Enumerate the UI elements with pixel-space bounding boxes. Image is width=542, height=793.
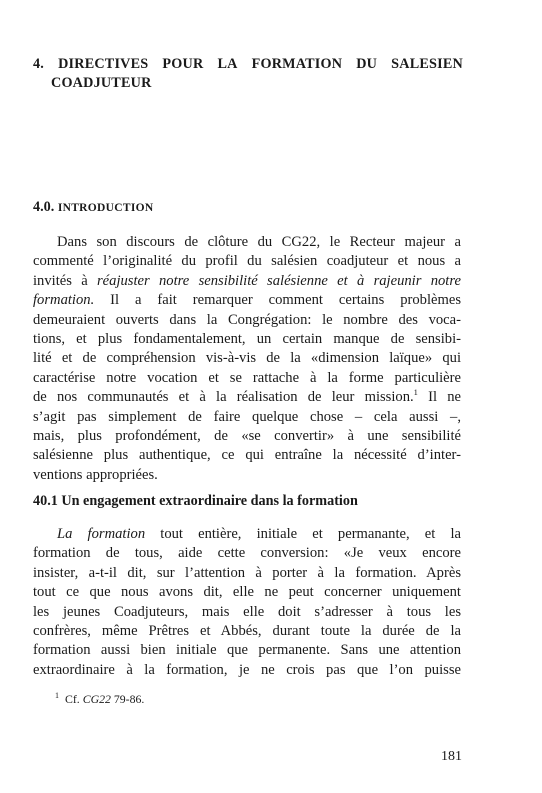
paragraph-line: caractérise notre vocation et se rattache à la forme particulière [33, 369, 461, 386]
footnote-reference[interactable]: 1 [413, 387, 418, 398]
chapter-title-word: SALESIEN [391, 56, 463, 72]
text-run: Il ne [417, 389, 461, 406]
chapter-title-line-1 [33, 55, 463, 74]
paragraph-line [33, 272, 461, 291]
chapter-title [33, 55, 463, 93]
paragraph-line [33, 291, 461, 310]
paragraph-line: tions, et plus fondamentalement, un certain manque de sensibi- [33, 330, 461, 347]
chapter-title-word: LA [217, 56, 238, 72]
chapter-title-word: DU [356, 56, 378, 72]
paragraph-line: les jeunes Coadjuteurs, mais elle doit s’adresser à tous les [33, 603, 461, 620]
italic-text: La formation [57, 526, 146, 542]
footnote [55, 689, 144, 706]
text-run: invités à [33, 272, 97, 289]
paragraph-line: Dans son discours de clôture du CG22, le Recteur majeur a [57, 234, 461, 250]
paragraph-line: tout ce que nous avons dit, elle ne peut concerner uniquement [33, 584, 461, 601]
text-run: de nos communautés et à la réalisation de leur mission. [33, 389, 414, 406]
text-run: Il a fait remarquer comment certains problèmes [94, 292, 461, 309]
paragraph-line: ventions appropriées. [33, 466, 158, 483]
section-heading-40-1: 40.1 Un engagement extraordinaire dans la formation [33, 493, 358, 509]
footnote-prefix: Cf. [65, 691, 83, 706]
paragraph-line [33, 388, 461, 407]
paragraph-line: formation de tous, aide cette conversion: «Je veux encore [33, 545, 461, 562]
page-number: 181 [441, 749, 462, 764]
section-number: 4.0. [33, 199, 55, 215]
italic-text: réajuster notre sensibilité salésienne et à rajeunir notre [97, 272, 461, 289]
paragraph-line: mais, plus profondément, de «se convertir» à une sensibilité [33, 427, 461, 444]
paragraph-line: s’agit pas simplement de faire quelque chose – cela aussi –, [33, 408, 461, 425]
paragraph-line [33, 525, 461, 544]
chapter-title-line-2: COADJUTEUR [51, 75, 152, 91]
footnote-pages: 79-86. [110, 691, 145, 706]
section-title: INTRODUCTION [57, 202, 154, 214]
footnote-marker: 1 [55, 691, 59, 700]
italic-text: formation. [33, 292, 95, 309]
paragraph-line: insister, a-t-il dit, sur l’attention à porter à la formation. Après [33, 564, 461, 581]
paragraph-line: demeuraient ouverts dans la Congrégation: le nombre des voca- [33, 311, 461, 328]
footnote-citation: CG22 [82, 691, 111, 706]
paragraph-line: lité et de compréhension vis-à-vis de la «dimension laïque» qui [33, 350, 461, 367]
text-run: tout entière, initiale et permanante, et la [145, 526, 461, 542]
chapter-number: 4. [33, 56, 45, 72]
paragraph-line: confrères, même Prêtres et Abbés, durant toute la durée de la [33, 622, 461, 639]
paragraph-line: salésienne plus authentique, ce qui entraîne la nécessité d’inter- [33, 447, 461, 464]
intro-paragraph [33, 233, 461, 485]
paragraph-line: formation aussi bien initiale que permanente. Sans une attention [33, 642, 461, 659]
paragraph-line: extraordinaire à la formation, je ne crois pas que l’on puisse [33, 661, 461, 678]
section-heading-intro [33, 198, 153, 217]
formation-paragraph [33, 525, 461, 680]
chapter-title-word: FORMATION [251, 56, 343, 72]
paragraph-line: commenté l’originalité du profil du salésien coadjuteur et nous a [33, 253, 461, 270]
chapter-title-word: DIRECTIVES [58, 56, 149, 72]
chapter-title-word: POUR [162, 56, 204, 72]
